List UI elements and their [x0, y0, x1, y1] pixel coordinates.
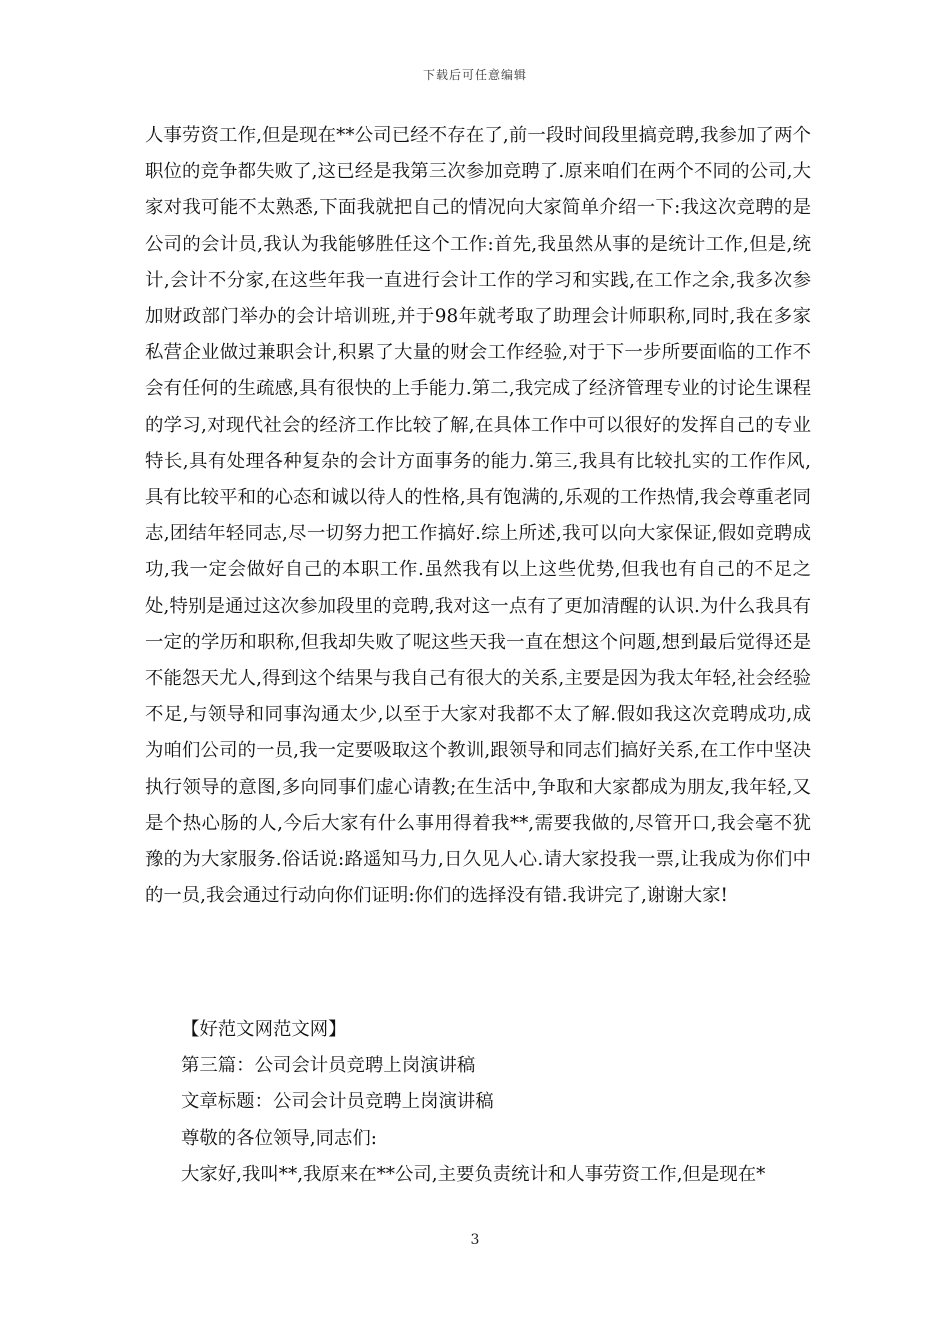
- page-number: 3: [470, 1232, 480, 1248]
- section-heading: 第三篇：公司会计员竞聘上岗演讲稿: [181, 1055, 476, 1077]
- indented-lines: [145, 1012, 811, 1193]
- salutation: 尊敬的各位领导,同志们:: [181, 1127, 377, 1149]
- page-header: 下载后可任意编辑: [422, 68, 527, 82]
- opening-line: 大家好,我叫**,我原来在**公司,主要负责统计和人事劳资工作,但是现在*: [181, 1163, 766, 1185]
- source-note: 【好范文网范文网】: [181, 1019, 347, 1040]
- article-title: 文章标题：公司会计员竞聘上岗演讲稿: [181, 1091, 494, 1113]
- body-paragraph: 人事劳资工作,但是现在**公司已经不存在了,前一段时间段里搞竞聘,我参加了两个职位的竞争都失败了,这已经是我第三次参加竞聘了.原来咱们在两个不同的公司,大家对我可能不太熟悉,下面我就把自己的情况向大家简单介绍一下:我这次竞聘的是公司的会计员,我认为我能够胜任这个工作:首先,我虽然从事的是统计工作,但是,统计,会计不分家,在这些年我一直进行会计工作的学习和实践,在工作之余,我多次参加财政部门举办的会计培训班,并于98年就考取了助理会计师职称,同时,我在多家私营企业做过兼职会计,积累了大量的财会工作经验,对于下一步所要面临的工作不会有任何的生疏感,具有很快的上手能力.第二,我完成了经济管理专业的讨论生课程的学习,对现代社会的经济工作比较了解,在具体工作中可以很好的发挥自己的专业特长,具有处理各种复杂的会计方面事务的能力.第三,我具有比较扎实的工作作风,具有比较平和的心态和诚以待人的性格,具有饱满的,乐观的工作热情,我会尊重老同志,团结年轻同志,尽一切努力把工作搞好.综上所述,我可以向大家保证,假如竞聘成功,我一定会做好自己的本职工作.虽然我有以上这些优势,但我也有自己的不足之处,特别是通过这次参加段里的竞聘,我对这一点有了更加清醒的认识.为什么我具有一定的学历和职称,但我却失败了呢这些天我一直在想这个问题,想到最后觉得还是不能怨天尤人,得到这个结果与我自己有很大的关系,主要是因为我太年轻,社会经验不足,与领导和同事沟通太少,以至于大家对我都不太了解.假如我这次竞聘成功,成为咱们公司的一员,我一定要吸取这个教训,跟领导和同志们搞好关系,在工作中坚决执行领导的意图,多向同事们虚心请教;在生活中,争取和大家都成为朋友,我年轻,又是个热心肠的人,今后大家有什么事用得着我**,需要我做的,尽管开口,我会毫不犹豫的为大家服务.俗话说:路遥知马力,日久见人心.请大家投我一票,让我成为你们中的一员,我会通过行动向你们证明:你们的选择没有错.我讲完了,谢谢大家!: [145, 125, 811, 907]
